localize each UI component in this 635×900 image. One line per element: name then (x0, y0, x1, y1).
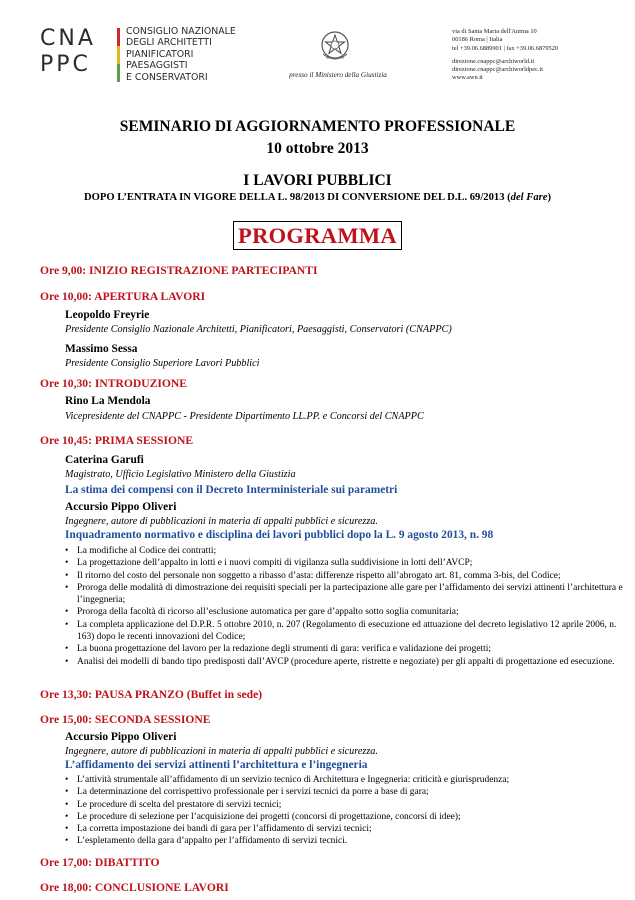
session-debate: Ore 17,00: DIBATTITO (40, 856, 160, 869)
seminar-subtitle: DOPO L’ENTRATA IN VIGORE DELLA L. 98/2013 DI CONVERSIONE DEL D.L. 69/2013 (del Fare) (84, 192, 551, 203)
list-item: • La modifiche al Codice dei contratti; (65, 545, 625, 557)
logo-line-1: CNA (40, 26, 96, 51)
speaker-role: Presidente Consiglio Superiore Lavori Pubblici (65, 358, 260, 369)
list-item: • La determinazione del corrispettivo professionale per i servizi tecnici da porre a base di gara; (65, 786, 625, 798)
list-item: • Le procedure di scelta del prestatore di servizi tecnici; (65, 799, 625, 811)
session-registration: Ore 9,00: INIZIO REGISTRAZIONE PARTECIPANTI (40, 264, 318, 277)
list-item: • L’espletamento della gara d’appalto per l’affidamento di servizi tecnici. (65, 835, 625, 847)
speaker-name: Accursio Pippo Oliveri (65, 731, 177, 743)
italian-republic-emblem-icon (318, 28, 352, 66)
seminar-title: SEMINARIO DI AGGIORNAMENTO PROFESSIONALE (119, 118, 516, 135)
session-introduction: Ore 10,30: INTRODUZIONE (40, 377, 187, 390)
talk-topic: La stima dei compensi con il Decreto Interministeriale sui parametri (65, 484, 398, 496)
list-item: • Proroga delle modalità di dimostrazione dei requisiti speciali per la partecipazione alle gare per l’affidamento dei servizi attinenti l’architettura e l’ingegneria; (65, 582, 625, 607)
seminar-date: 10 ottobre 2013 (266, 140, 369, 157)
address-line: via di Santa Maria dell'Anima 10 (452, 28, 537, 35)
contact-block (452, 28, 632, 83)
phone-fax-line: tel +39.06.6889901 | fax +39.06.6879520 (452, 44, 559, 52)
speaker-role: Magistrato, Ufficio Legislativo Ministero della Giustizia (65, 469, 296, 480)
list-item: • Le procedure di selezione per l’acquisizione dei progetti (concorsi di progettazione, concorsi di idee); (65, 811, 625, 823)
speaker-name: Massimo Sessa (65, 343, 138, 355)
logo-organization-name: CONSIGLIO NAZIONALE DEGLI ARCHITETTI PIANIFICATORI PAESAGGISTI E CONSERVATORI (126, 26, 236, 83)
talk-topic: L’affidamento dei servizi attinenti l’architettura e l’ingegneria (65, 759, 368, 771)
speaker-name: Leopoldo Freyrie (65, 309, 150, 321)
address-line: 00186 Roma | Italia (452, 36, 503, 44)
speaker-name: Rino La Mendola (65, 395, 151, 407)
cnappc-logo (40, 26, 112, 78)
first-session-bullet-list (65, 545, 625, 668)
speaker-role: Presidente Consiglio Nazionale Architetti, Pianificatori, Paesaggisti, Conservatori (CNAPPC) (65, 324, 452, 335)
session-second: Ore 15,00: SECONDA SESSIONE (40, 713, 211, 726)
website-link[interactable]: www.awn.it (452, 74, 483, 82)
session-first: Ore 10,45: PRIMA SESSIONE (40, 434, 194, 447)
programma-heading: PROGRAMMA (233, 221, 402, 250)
list-item: • Analisi dei modelli di bando tipo predisposti dall’AVCP (procedure aperte, ristrette e negoziate) per gli appalti di progettazione ed esecuzione. (65, 656, 625, 668)
list-item: • La corretta impostazione dei bandi di gara per l’affidamento di servizi tecnici; (65, 823, 625, 835)
second-session-bullet-list (65, 774, 625, 848)
session-opening: Ore 10,00: APERTURA LAVORI (40, 290, 206, 303)
list-item: • La buona progettazione del lavoro per la redazione degli strumenti di gara: verifica e validazione dei progetti; (65, 643, 625, 655)
list-item: • L’attività strumentale all’affidamento di un servizio tecnico di Architettura e Ingegneria: criticità e giurisprudenza; (65, 774, 625, 786)
speaker-name: Caterina Garufi (65, 454, 144, 466)
talk-topic: Inquadramento normativo e disciplina dei lavori pubblici dopo la L. 9 agosto 2013, n. 98 (65, 529, 494, 541)
list-item: • Proroga della facoltà di ricorso all’esclusione automatica per gare d’appalto sotto soglia comunitaria; (65, 606, 625, 618)
session-closing: Ore 18,00: CONCLUSIONE LAVORI (40, 881, 229, 894)
programma-heading-wrap (0, 221, 635, 250)
speaker-role: Ingegnere, autore di pubblicazioni in materia di appalti pubblici e sicurezza. (65, 516, 378, 527)
email-link[interactable]: direzione.cnappc@archiworld.it (452, 57, 535, 65)
logo-line-2: PPC (40, 52, 91, 77)
list-item: • La progettazione dell’appalto in lotti e i nuovi compiti di vigilanza sulla suddivisione in lotti dell’AVCP; (65, 557, 625, 569)
list-item: • La completa applicazione del D.P.R. 5 ottobre 2010, n. 207 (Regolamento di esecuzione ed attuazione del decreto legislativo 12 aprile 2006, n. 163) dopo le recenti innovazioni del Codice; (65, 619, 625, 644)
speaker-role: Ingegnere, autore di pubblicazioni in materia di appalti pubblici e sicurezza. (65, 746, 378, 757)
speaker-name: Accursio Pippo Oliveri (65, 501, 177, 513)
logo-color-bar (117, 28, 120, 82)
speaker-role: Vicepresidente del CNAPPC - Presidente Dipartimento LL.PP. e Concorsi del CNAPPC (65, 411, 424, 422)
list-item: • Il ritorno del costo del personale non soggetto a ribasso d’asta: differenze rispetto all’abrogato art. 81, comma 3-bis, del Codice; (65, 570, 625, 582)
pec-email-link[interactable]: direzione.cnappc@archiworldpec.it (452, 66, 544, 74)
session-lunch-break: Ore 13,30: PAUSA PRANZO (Buffet in sede) (40, 688, 263, 701)
emblem-caption: presso il Ministero della Giustizia (289, 71, 387, 79)
letterhead (0, 24, 635, 86)
seminar-topic: I LAVORI PUBBLICI (243, 172, 392, 189)
